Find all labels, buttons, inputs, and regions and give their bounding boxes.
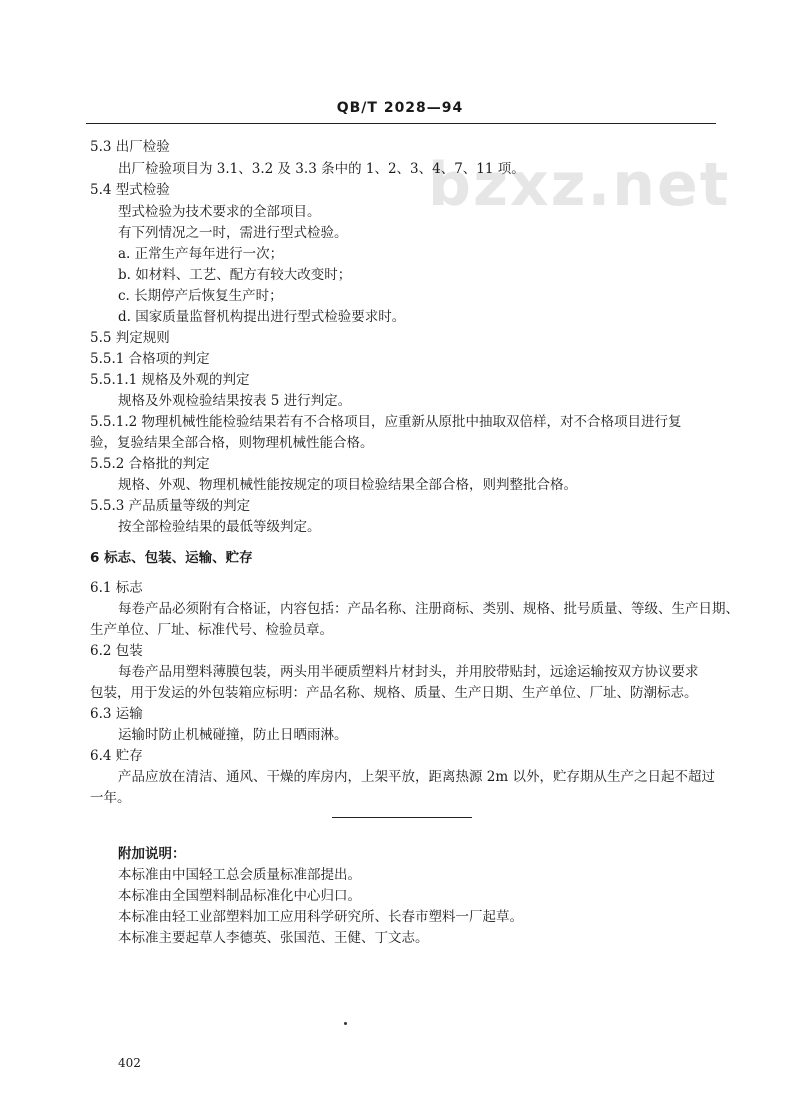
heading-6-1: 6.1 标志: [90, 580, 143, 596]
standard-code-header: QB/T 2028—94: [336, 100, 464, 116]
paragraph-line: 生产单位、厂址、标准代号、检验员章。: [90, 622, 333, 638]
paragraph-line: 规格、外观、物理机械性能按规定的项目检验结果全部合格，则判整批合格。: [118, 477, 577, 493]
paragraph-line: 有下列情况之一时，需进行型式检验。: [118, 225, 348, 241]
watermark: bzxz.net: [428, 150, 731, 220]
heading-5-5-2: 5.5.2 合格批的判定: [90, 456, 210, 472]
appendix-item: 本标准由轻工业部塑料加工应用科学研究所、长春市塑料一厂起草。: [118, 909, 523, 925]
heading-5-5-1: 5.5.1 合格项的判定: [90, 351, 210, 367]
list-item-a: a. 正常生产每年进行一次；: [118, 246, 284, 262]
paragraph-line: 按全部检验结果的最低等级判定。: [118, 519, 321, 535]
paragraph-line: 出厂检验项目为 3.1、3.2 及 3.3 条中的 1、2、3、4、7、11 项。: [118, 161, 525, 177]
appendix-title: 附加说明：: [118, 846, 186, 862]
paragraph-line: 产品应放在清洁、通风、干燥的库房内，上架平放，距离热源 2m 以外，贮存期从生产之日起不超过: [118, 769, 715, 785]
appendix-item: 本标准由中国轻工总会质量标准部提出。: [118, 867, 361, 883]
end-rule: [332, 817, 472, 818]
page-number: 402: [118, 1056, 141, 1070]
heading-5-5-3: 5.5.3 产品质量等级的判定: [90, 498, 251, 514]
paragraph-5-5-1-2: 5.5.1.2 物理机械性能检验结果若有不合格项目，应重新从原批中抽取双倍样，对不合格项目进行复: [90, 414, 682, 430]
heading-6-3: 6.3 运输: [90, 706, 143, 722]
heading-6-4: 6.4 贮存: [90, 748, 143, 764]
paragraph-line: 运输时防止机械碰撞，防止日晒雨淋。: [118, 727, 348, 743]
heading-5-5-1-1: 5.5.1.1 规格及外观的判定: [90, 372, 250, 388]
scan-dot: [344, 1022, 347, 1025]
heading-6-2: 6.2 包装: [90, 643, 143, 659]
appendix-item: 本标准主要起草人李德英、张国范、王健、丁文志。: [118, 930, 429, 946]
appendix-item: 本标准由全国塑料制品标准化中心归口。: [118, 888, 361, 904]
paragraph-line: 一年。: [90, 790, 131, 806]
paragraph-line: 每卷产品必须附有合格证，内容包括：产品名称、注册商标、类别、规格、批号质量、等级、生产日期、: [118, 601, 739, 617]
header-rule: [86, 123, 716, 124]
heading-5-4: 5.4 型式检验: [90, 182, 170, 198]
paragraph-line: 包装，用于发运的外包装箱应标明：产品名称、规格、质量、生产日期、生产单位、厂址、防潮标志。: [90, 685, 698, 701]
list-item-d: d. 国家质量监督机构提出进行型式检验要求时。: [118, 309, 406, 325]
paragraph-line: 规格及外观检验结果按表 5 进行判定。: [118, 393, 352, 409]
list-item-b: b. 如材料、工艺、配方有较大改变时；: [118, 267, 352, 283]
heading-5-5: 5.5 判定规则: [90, 330, 170, 346]
chapter-6-heading: 6 标志、包装、运输、贮存: [90, 550, 253, 566]
list-item-c: c. 长期停产后恢复生产时；: [118, 288, 283, 304]
paragraph-line: 每卷产品用塑料薄膜包装，两头用半硬质塑料片材封头，并用胶带贴封，远途运输按双方协议要求: [118, 664, 699, 680]
paragraph-line: 验，复验结果全部合格，则物理机械性能合格。: [90, 435, 374, 451]
heading-5-3: 5.3 出厂检验: [90, 139, 170, 155]
paragraph-line: 型式检验为技术要求的全部项目。: [118, 204, 321, 220]
